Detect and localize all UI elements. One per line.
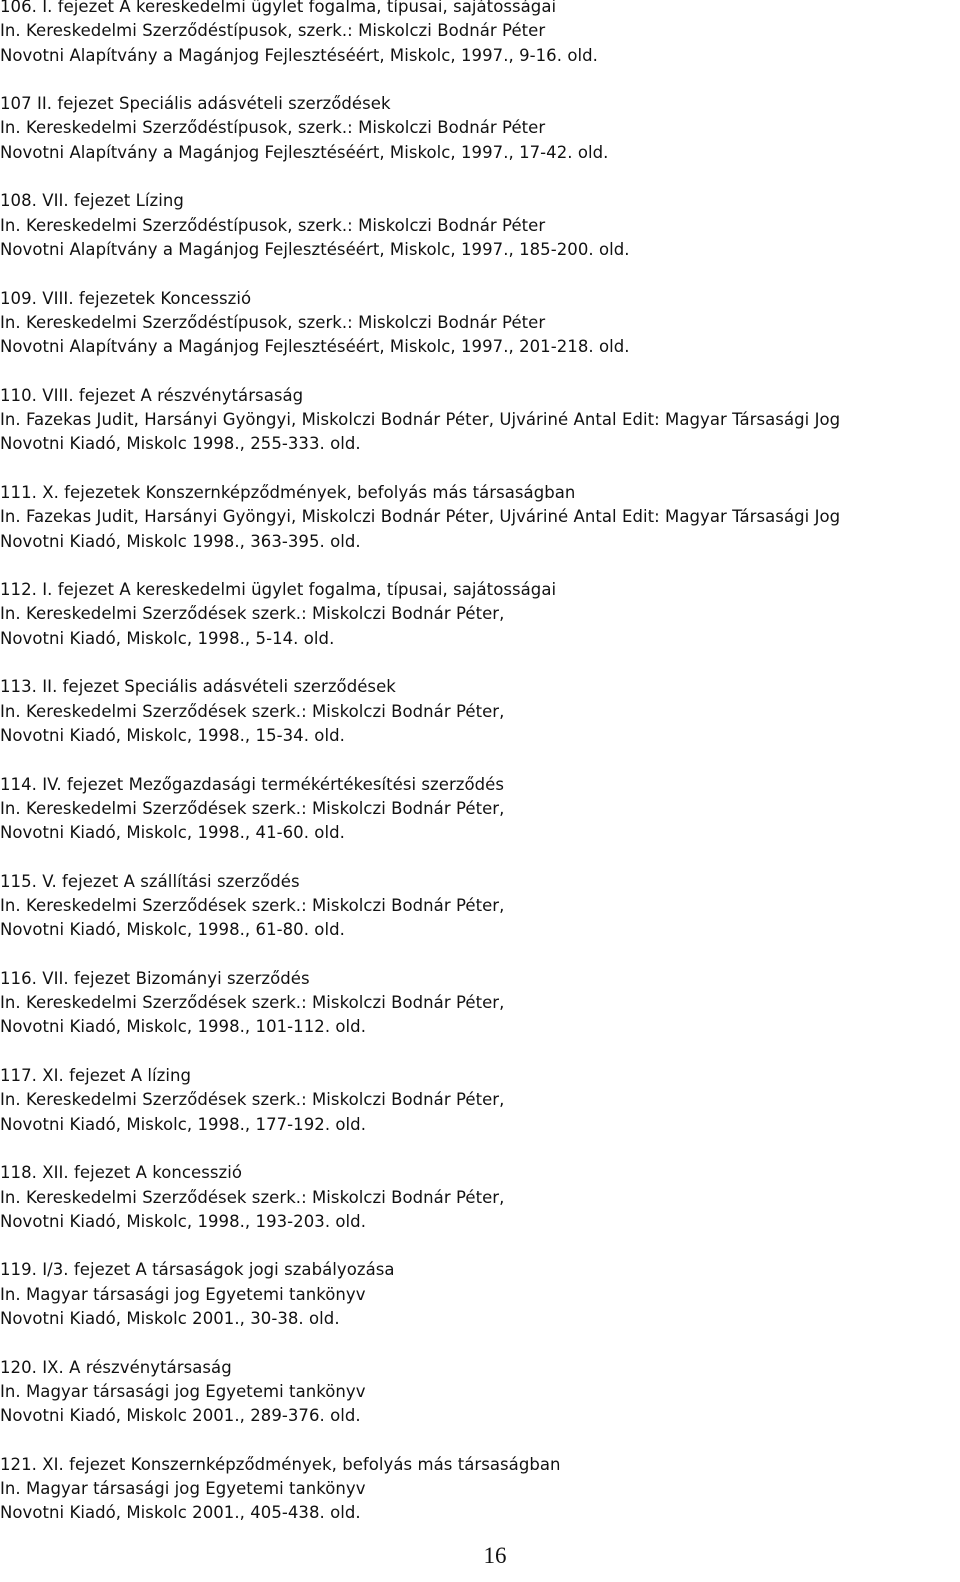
entry-source: In. Kereskedelmi Szerződések szerk.: Miskolczi Bodnár Péter, bbox=[0, 993, 505, 1013]
entry-publisher: Novotni Kiadó, Miskolc, 1998., 41-60. old. bbox=[0, 823, 345, 843]
entry-source: In. Kereskedelmi Szerződések szerk.: Miskolczi Bodnár Péter, bbox=[0, 895, 505, 915]
entry-publisher: Novotni Kiadó, Miskolc 2001., 289-376. old. bbox=[0, 1406, 361, 1426]
entry-heading: 106. I. fejezet A kereskedelmi ügylet fogalma, típusai, sajátosságai bbox=[0, 0, 557, 16]
entry-source: In. Kereskedelmi Szerződéstípusok, szerk.: Miskolczi Bodnár Péter bbox=[0, 118, 546, 138]
entry-heading: 115. V. fejezet A szállítási szerződés bbox=[0, 871, 300, 891]
entry-source: In. Kereskedelmi Szerződések szerk.: Miskolczi Bodnár Péter, bbox=[0, 701, 505, 721]
entry-heading: 114. IV. fejezet Mezőgazdasági termékértékesítési szerződés bbox=[0, 774, 505, 794]
entry-source: In. Kereskedelmi Szerződések szerk.: Miskolczi Bodnár Péter, bbox=[0, 1187, 505, 1207]
bibliography-entry bbox=[0, 967, 960, 1040]
bibliography-entry bbox=[0, 384, 960, 457]
entry-heading: 118. XII. fejezet A koncesszió bbox=[0, 1163, 243, 1183]
entry-source: In. Kereskedelmi Szerződések szerk.: Miskolczi Bodnár Péter, bbox=[0, 604, 505, 624]
entry-heading: 109. VIII. fejezetek Koncesszió bbox=[0, 288, 252, 308]
entry-publisher: Novotni Alapítvány a Magánjog Fejlesztéséért, Miskolc, 1997., 9-16. old. bbox=[0, 45, 598, 65]
entry-heading: 120. IX. A részvénytársaság bbox=[0, 1357, 232, 1377]
bibliography-entry bbox=[0, 0, 960, 68]
entry-publisher: Novotni Kiadó, Miskolc, 1998., 15-34. old. bbox=[0, 725, 345, 745]
bibliography-entry bbox=[0, 578, 960, 651]
entry-heading: 121. XI. fejezet Konszernképződmények, befolyás más társaságban bbox=[0, 1454, 561, 1474]
entry-publisher: Novotni Kiadó, Miskolc 1998., 255-333. old. bbox=[0, 434, 361, 454]
entry-source: In. Magyar társasági jog Egyetemi tankönyv bbox=[0, 1479, 366, 1499]
bibliography-entry bbox=[0, 1161, 960, 1234]
entry-publisher: Novotni Kiadó, Miskolc, 1998., 61-80. old. bbox=[0, 920, 345, 940]
entry-source: In. Kereskedelmi Szerződéstípusok, szerk.: Miskolczi Bodnár Péter bbox=[0, 215, 546, 235]
bibliography-entry bbox=[0, 870, 960, 943]
entry-publisher: Novotni Alapítvány a Magánjog Fejlesztéséért, Miskolc, 1997., 185-200. old. bbox=[0, 239, 630, 259]
entry-publisher: Novotni Kiadó, Miskolc 2001., 405-438. old. bbox=[0, 1503, 361, 1523]
entry-source: In. Magyar társasági jog Egyetemi tankönyv bbox=[0, 1381, 366, 1401]
entry-heading: 110. VIII. fejezet A részvénytársaság bbox=[0, 385, 304, 405]
entry-publisher: Novotni Kiadó, Miskolc, 1998., 177-192. old. bbox=[0, 1114, 367, 1134]
entry-source: In. Magyar társasági jog Egyetemi tankönyv bbox=[0, 1284, 366, 1304]
entry-source: In. Fazekas Judit, Harsányi Gyöngyi, Miskolczi Bodnár Péter, Ujváriné Antal Edit: Magyar Társasági Jog bbox=[0, 410, 841, 430]
bibliography-entry bbox=[0, 1356, 960, 1429]
entry-publisher: Novotni Kiadó, Miskolc 2001., 30-38. old. bbox=[0, 1309, 340, 1329]
entry-source: In. Kereskedelmi Szerződések szerk.: Miskolczi Bodnár Péter, bbox=[0, 1090, 505, 1110]
bibliography-entry bbox=[0, 481, 960, 554]
entry-heading: 117. XI. fejezet A lízing bbox=[0, 1066, 191, 1086]
entry-publisher: Novotni Kiadó, Miskolc 1998., 363-395. old. bbox=[0, 531, 361, 551]
entry-heading: 107 II. fejezet Speciális adásvételi szerződések bbox=[0, 94, 391, 114]
entry-heading: 111. X. fejezetek Konszernképződmények, befolyás más társaságban bbox=[0, 482, 576, 502]
entry-heading: 112. I. fejezet A kereskedelmi ügylet fogalma, típusai, sajátosságai bbox=[0, 580, 557, 600]
entry-publisher: Novotni Kiadó, Miskolc, 1998., 5-14. old. bbox=[0, 628, 335, 648]
entry-source: In. Kereskedelmi Szerződések szerk.: Miskolczi Bodnár Péter, bbox=[0, 798, 505, 818]
entry-publisher: Novotni Kiadó, Miskolc, 1998., 193-203. old. bbox=[0, 1211, 367, 1231]
bibliography-entry bbox=[0, 675, 960, 748]
entry-heading: 116. VII. fejezet Bizományi szerződés bbox=[0, 968, 310, 988]
entry-source: In. Kereskedelmi Szerződéstípusok, szerk.: Miskolczi Bodnár Péter bbox=[0, 312, 546, 332]
entry-publisher: Novotni Kiadó, Miskolc, 1998., 101-112. old. bbox=[0, 1017, 367, 1037]
entry-heading: 108. VII. fejezet Lízing bbox=[0, 191, 184, 211]
bibliography-entry bbox=[0, 92, 960, 165]
bibliography-entry bbox=[0, 189, 960, 262]
bibliography-entry bbox=[0, 1258, 960, 1331]
bibliography-entry bbox=[0, 1453, 960, 1526]
entry-heading: 119. I/3. fejezet A társaságok jogi szabályozása bbox=[0, 1260, 395, 1280]
bibliography-entry bbox=[0, 773, 960, 846]
bibliography-entry bbox=[0, 287, 960, 360]
entry-source: In. Fazekas Judit, Harsányi Gyöngyi, Miskolczi Bodnár Péter, Ujváriné Antal Edit: Magyar Társasági Jog bbox=[0, 507, 841, 527]
page-number: 16 bbox=[483, 1543, 507, 1568]
bibliography-entry bbox=[0, 1064, 960, 1137]
entry-publisher: Novotni Alapítvány a Magánjog Fejlesztéséért, Miskolc, 1997., 201-218. old. bbox=[0, 337, 630, 357]
entry-source: In. Kereskedelmi Szerződéstípusok, szerk.: Miskolczi Bodnár Péter bbox=[0, 21, 546, 41]
entry-heading: 113. II. fejezet Speciális adásvételi szerződések bbox=[0, 677, 396, 697]
entry-publisher: Novotni Alapítvány a Magánjog Fejlesztéséért, Miskolc, 1997., 17-42. old. bbox=[0, 142, 609, 162]
